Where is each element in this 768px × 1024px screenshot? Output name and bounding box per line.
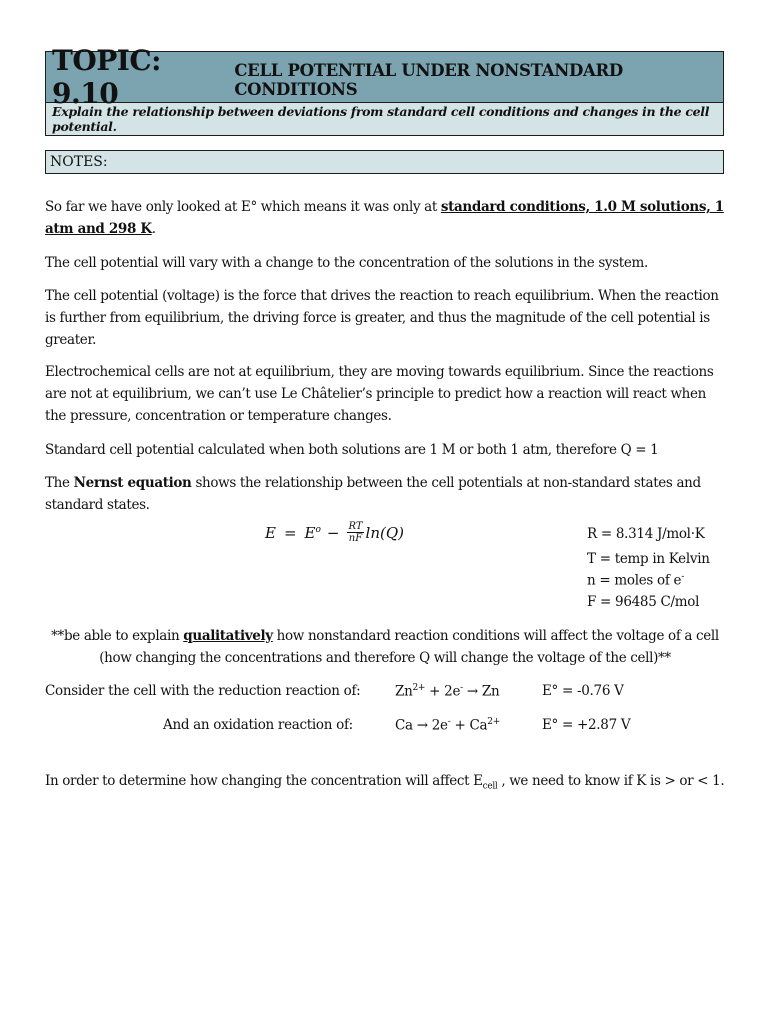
var-f: F = 96485 C/mol — [587, 594, 700, 610]
paragraph-nernst — [45, 472, 725, 516]
eq-e: E — [265, 523, 276, 542]
zn-charge: 2+ — [412, 683, 426, 693]
p6-rest: shows the relationship between the cell potentials at non-standard states and standard states. — [45, 475, 701, 513]
eq-equals: = — [283, 523, 297, 542]
ox-electron-charge: - — [447, 717, 451, 727]
notes-banner — [45, 150, 724, 174]
note-bold: qualitatively — [183, 628, 273, 644]
note-line2: (how changing the concentrations and therefore Q will change the voltage of the cell)** — [99, 650, 671, 666]
topic-banner — [45, 44, 724, 110]
p1-bold: standard conditions, 1.0 M solutions, 1 atm and 298 K — [45, 199, 724, 237]
ca-electrons: Ca → 2e — [395, 717, 448, 734]
oxidation-potential: E° = +2.87 V — [542, 717, 631, 733]
final-rest: , we need to know if K is > or < 1. — [497, 773, 725, 789]
worksheet-header — [45, 44, 724, 174]
var-n-text: n = moles of e — [587, 572, 682, 589]
eq-denominator: nF — [348, 533, 363, 544]
note-pre: **be able to explain — [51, 628, 184, 644]
learning-objective — [45, 103, 724, 136]
p6-text: The — [45, 475, 74, 491]
nernst-equation — [265, 521, 404, 544]
paragraph-standard-conditions — [45, 196, 725, 240]
final-text: In order to determine how changing the concentration will affect E — [45, 773, 483, 789]
oxidation-label: And an oxidation reaction of: — [163, 717, 353, 733]
var-r: R = 8.314 J/mol·K — [587, 526, 705, 542]
eq-ln: ln(Q) — [365, 523, 404, 542]
eq-numerator: RT — [348, 521, 363, 532]
electrons: + 2e — [425, 683, 461, 700]
ca-charge: 2+ — [487, 717, 500, 727]
topic-title: CELL POTENTIAL UNDER NONSTANDARD CONDITIONS — [234, 61, 623, 99]
reduction-label: Consider the cell with the reduction reaction of: — [45, 683, 361, 699]
electron-charge: - — [460, 683, 463, 693]
reduction-potential: E° = -0.76 V — [542, 683, 624, 699]
note-post: how nonstandard reaction conditions will affect the voltage of a cell — [272, 628, 719, 644]
reduction-equation — [395, 683, 499, 700]
topic-number: TOPIC: 9.10 — [52, 44, 161, 110]
notes-label: NOTES: — [50, 154, 108, 170]
paragraph-driving-force: The cell potential (voltage) is the force that drives the reaction to reach equilibrium. When the reaction is further from equilibrium, the driving force is greater, and thus the magnitude of the cell potential is greater. — [45, 288, 719, 348]
paragraph-standard-q: Standard cell potential calculated when both solutions are 1 M or both 1 atm, therefore Q = 1 — [45, 442, 659, 458]
eq-fraction — [347, 521, 363, 544]
objective-text: Explain the relationship between deviations from standard cell conditions and changes in the cell potential. — [52, 104, 710, 134]
ecell-sub: cell — [482, 781, 498, 792]
eq-minus: − — [326, 523, 340, 542]
ca-ion: + Ca — [450, 717, 488, 734]
paragraph-concentration: The cell potential will vary with a change to the concentration of the solutions in the system. — [45, 255, 648, 271]
nernst-bold: Nernst equation — [73, 475, 192, 491]
var-n-sup: - — [681, 572, 684, 582]
var-n — [587, 572, 684, 589]
var-t: T = temp in Kelvin — [587, 551, 710, 567]
p1-end: . — [151, 221, 156, 237]
paragraph-ecell-k — [45, 770, 725, 798]
reduction-product: → Zn — [462, 683, 500, 700]
eq-e0-base: E — [304, 523, 316, 542]
paragraph-equilibrium: Electrochemical cells are not at equilibrium, they are moving towards equilibrium. Since the reactions are not at equilibrium, we can’t use Le Châtelier’s principle to predict how a reaction will react when the pressure, concentration or temperature changes. — [45, 364, 714, 424]
p1-text: So far we have only looked at E° which means it was only at — [45, 199, 441, 215]
eq-e0 — [305, 524, 321, 542]
eq-e0-sup: o — [315, 524, 321, 535]
zn: Zn — [395, 683, 413, 700]
qualitative-note — [45, 625, 725, 669]
oxidation-equation — [395, 717, 500, 734]
